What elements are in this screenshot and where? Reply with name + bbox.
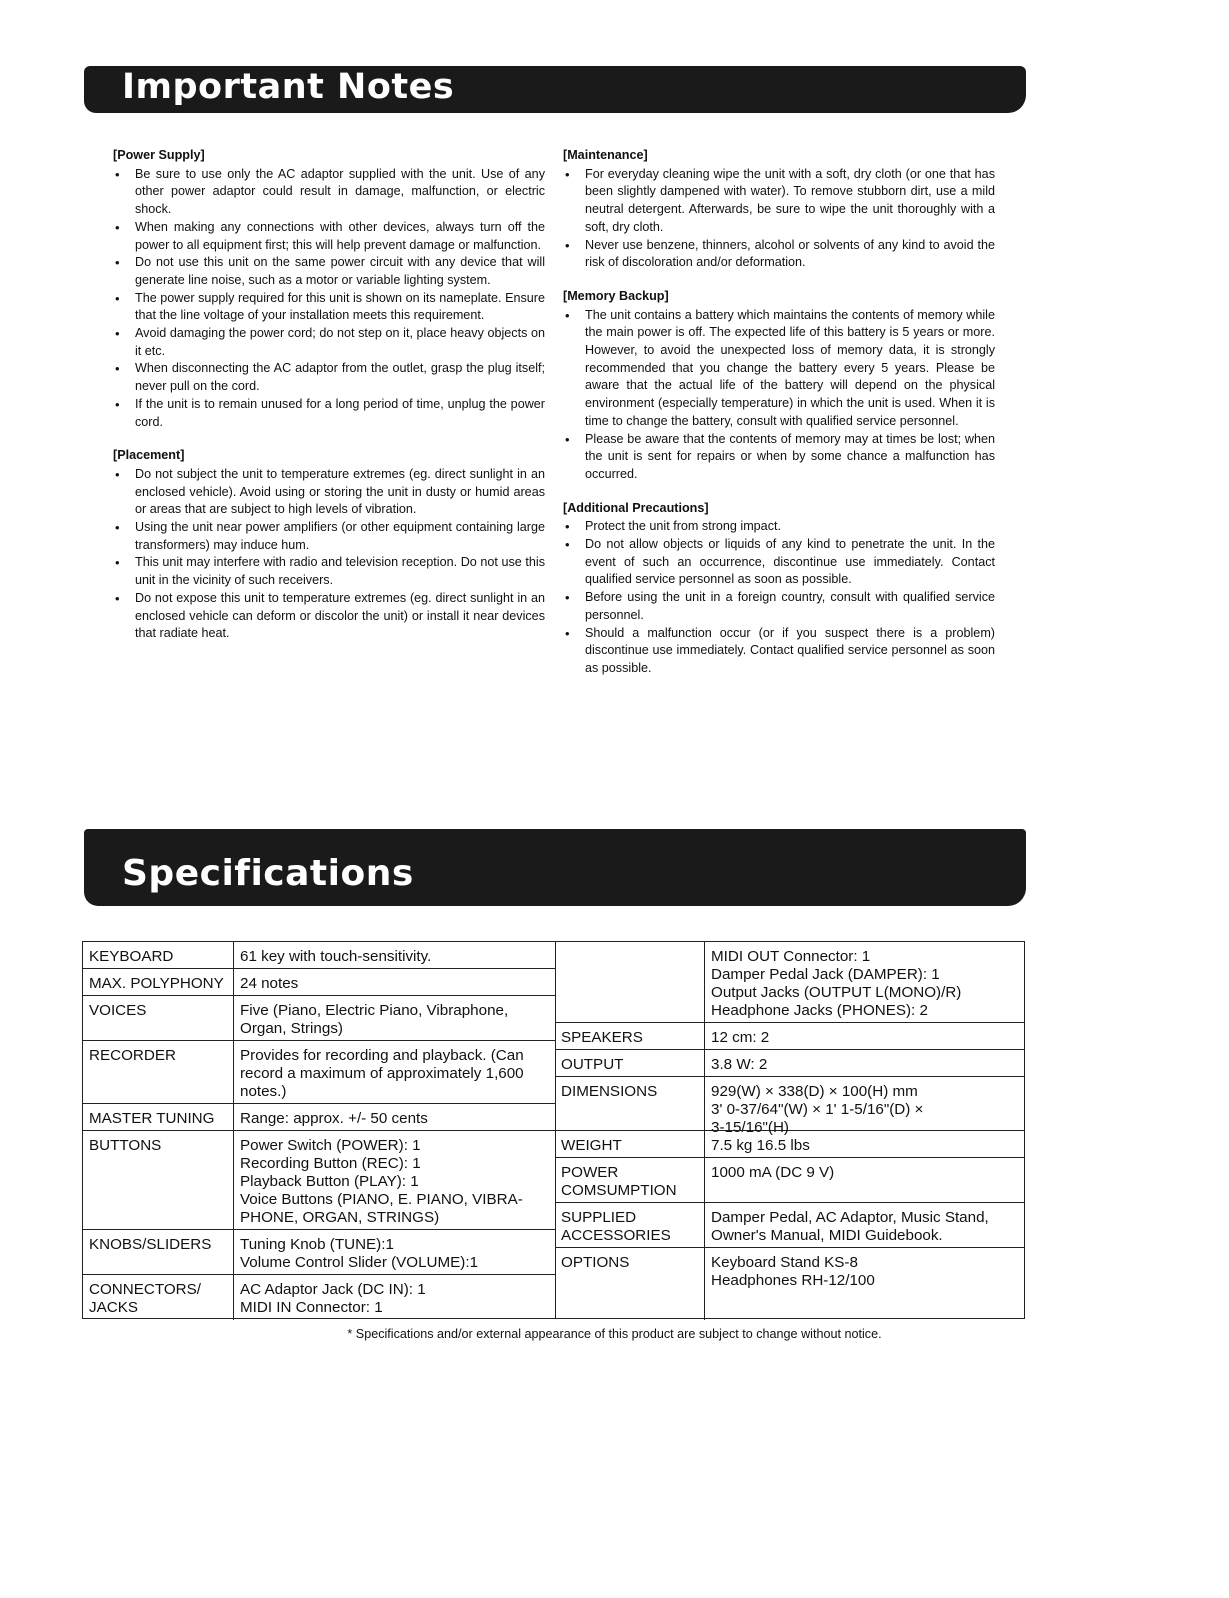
spec-label: KNOBS/SLIDERS — [83, 1230, 234, 1274]
spec-label: KEYBOARD — [83, 942, 234, 968]
spec-label: SUPPLIED ACCESSORIES — [555, 1203, 705, 1247]
spec-value: Tuning Knob (TUNE):1 Volume Control Slider (VOLUME):1 — [240, 1236, 479, 1271]
spec-label: MASTER TUNING — [83, 1104, 234, 1130]
spec-label: SPEAKERS — [555, 1023, 705, 1049]
specifications-table — [82, 941, 1025, 1319]
spec-value: 3.8 W: 2 — [711, 1056, 768, 1073]
section-heading: [Maintenance] — [563, 148, 648, 162]
spec-label: WEIGHT — [555, 1131, 705, 1157]
bullet-item: • The power supply required for this unit is shown on its nameplate. Ensure that the line voltage of your installation meets this requirement. — [113, 290, 545, 325]
bullet-list — [113, 166, 545, 432]
bullet-item: • For everyday cleaning wipe the unit with a soft, dry cloth (or one that has been slightly dampened with water). To remove stubborn dirt, use a mild neutral detergent. Afterwards, be sure to wipe the unit thoroughly with a soft, dry cloth. — [563, 166, 995, 237]
spec-row — [555, 1158, 1024, 1203]
bullet-item: • This unit may interfere with radio and television reception. Do not use this unit in the vicinity of such receivers. — [113, 554, 545, 589]
spec-label: VOICES — [83, 996, 234, 1040]
notes-section — [563, 147, 995, 272]
spec-row — [83, 1275, 555, 1320]
spec-row — [83, 1131, 555, 1230]
section-heading: [Power Supply] — [113, 148, 205, 162]
notes-section — [563, 288, 995, 484]
spec-row — [83, 1230, 555, 1275]
bullet-item: • When disconnecting the AC adaptor from the outlet, grasp the plug itself; never pull on the cord. — [113, 360, 545, 395]
specifications-footnote: * Specifications and/or external appearance of this product are subject to change without notice. — [347, 1327, 882, 1341]
bullet-item: • Do not allow objects or liquids of any kind to penetrate the unit. In the event of such an occurrence, discontinue use immediately. Contact qualified service personnel as soon as possible. — [563, 536, 995, 589]
spec-label: OUTPUT — [555, 1050, 705, 1076]
spec-row — [555, 1203, 1024, 1248]
bullet-list — [563, 518, 995, 677]
spec-label: CONNECTORS/ JACKS — [83, 1275, 234, 1320]
spec-value: MIDI OUT Connector: 1 Damper Pedal Jack (DAMPER): 1 Output Jacks (OUTPUT L(MONO)/R) Headphone Jacks (PHONES): 2 — [711, 948, 962, 1019]
spec-value: Keyboard Stand KS-8 Headphones RH-12/100 — [711, 1254, 875, 1289]
spec-row — [83, 942, 555, 969]
spec-value: 929(W) × 338(D) × 100(H) mm 3' 0-37/64"(W) × 1' 1-5/16"(D) × 3-15/16"(H) — [711, 1083, 924, 1136]
bullet-list — [563, 307, 995, 484]
spec-table-right-half — [555, 942, 1024, 1318]
bullet-item: • Never use benzene, thinners, alcohol or solvents of any kind to avoid the risk of discoloration and/or deformation. — [563, 237, 995, 272]
spec-row — [83, 1104, 555, 1131]
bullet-item: • Do not expose this unit to temperature extremes (eg. direct sunlight in an enclosed vehicle can deform or discolor the unit) or install it near devices that radiate heat. — [113, 590, 545, 643]
spec-row — [555, 1248, 1024, 1320]
spec-value: 7.5 kg 16.5 lbs — [711, 1137, 810, 1154]
spec-row — [83, 996, 555, 1041]
spec-value: Five (Piano, Electric Piano, Vibraphone, Organ, Strings) — [240, 1002, 509, 1037]
section-heading: [Memory Backup] — [563, 288, 669, 303]
bullet-list — [113, 466, 545, 643]
spec-label: RECORDER — [83, 1041, 234, 1103]
spec-value: 24 notes — [240, 975, 299, 992]
spec-value: Provides for recording and playback. (Can record a maximum of approximately 1,600 notes.) — [240, 1047, 524, 1100]
spec-value: Damper Pedal, AC Adaptor, Music Stand, Owner's Manual, MIDI Guidebook. — [711, 1209, 989, 1244]
bullet-list — [563, 166, 995, 272]
bullet-item: • Do not use this unit on the same power circuit with any device that will generate line noise, such as a motor or variable lighting system. — [113, 254, 545, 289]
spec-row — [83, 1041, 555, 1104]
bullet-item: • Using the unit near power amplifiers (or other equipment containing large transformers) may induce hum. — [113, 519, 545, 554]
spec-value: Range: approx. +/- 50 cents — [240, 1110, 428, 1127]
bullet-item: • If the unit is to remain unused for a long period of time, unplug the power cord. — [113, 396, 545, 431]
specifications-title: Specifications — [122, 853, 414, 894]
notes-section — [113, 447, 545, 643]
important-notes-banner — [84, 66, 1026, 113]
spec-row — [555, 1077, 1024, 1136]
spec-value: 61 key with touch-sensitivity. — [240, 948, 432, 965]
bullet-item: • Do not subject the unit to temperature extremes (eg. direct sunlight in an enclosed vehicle). Avoid using or storing the unit in dusty or humid areas or areas that are subject to high levels of vibration. — [113, 466, 545, 519]
notes-column-right — [563, 147, 995, 694]
bullet-item: • The unit contains a battery which maintains the contents of memory while the main power is off. The expected life of this battery is 5 years or more. However, to avoid the unexpected loss of memory data, it is strongly recommended that you change the battery every 5 years. Please be aware that the actual life of the battery will depend on the physical environment (especially temperature) in which the unit is used. When it is time to change the battery, consult with qualified service personnel. — [563, 307, 995, 431]
section-heading: [Placement] — [113, 448, 185, 463]
bullet-item: • Before using the unit in a foreign country, consult with qualified service personnel. — [563, 589, 995, 624]
bullet-item: • Should a malfunction occur (or if you suspect there is a problem) discontinue use immediately. Contact qualified service personnel as soon as possible. — [563, 625, 995, 678]
spec-row — [555, 1050, 1024, 1077]
spec-row — [555, 1131, 1024, 1158]
spec-value: 1000 mA (DC 9 V) — [711, 1164, 835, 1181]
spec-label: POWER COMSUMPTION — [555, 1158, 705, 1202]
bullet-item: • When making any connections with other devices, always turn off the power to all equipment first; this will help prevent damage or malfunction. — [113, 219, 545, 254]
notes-section — [563, 500, 995, 678]
spec-label: OPTIONS — [555, 1248, 705, 1320]
section-heading: [Additional Precautions] — [563, 500, 709, 515]
spec-label: BUTTONS — [83, 1131, 234, 1229]
spec-row — [555, 1023, 1024, 1050]
notes-section — [113, 147, 545, 431]
spec-value: AC Adaptor Jack (DC IN): 1 MIDI IN Connector: 1 — [240, 1281, 426, 1316]
spec-value: 12 cm: 2 — [711, 1029, 770, 1046]
specifications-banner — [84, 829, 1026, 906]
important-notes-title: Important Notes — [122, 67, 455, 107]
spec-label: DIMENSIONS — [555, 1077, 705, 1130]
notes-column-left — [113, 147, 545, 659]
spec-row — [555, 942, 1024, 1023]
bullet-item: • Please be aware that the contents of memory may at times be lost; when the unit is sent for repairs or when by some chance a malfunction has occurred. — [563, 431, 995, 484]
bullet-item: • Protect the unit from strong impact. — [563, 518, 995, 536]
spec-row — [83, 969, 555, 996]
spec-table-left-half — [83, 942, 556, 1318]
spec-label: MAX. POLYPHONY — [83, 969, 234, 995]
bullet-item: • Avoid damaging the power cord; do not step on it, place heavy objects on it etc. — [113, 325, 545, 360]
bullet-item: • Be sure to use only the AC adaptor supplied with the unit. Use of any other power adaptor could result in damage, malfunction, or electric shock. — [113, 166, 545, 219]
spec-value: Power Switch (POWER): 1 Recording Button (REC): 1 Playback Button (PLAY): 1 Voice Buttons (PIANO, E. PIANO, VIBRA- PHONE, ORGAN, STRINGS) — [240, 1137, 523, 1226]
spec-label — [555, 942, 705, 1022]
